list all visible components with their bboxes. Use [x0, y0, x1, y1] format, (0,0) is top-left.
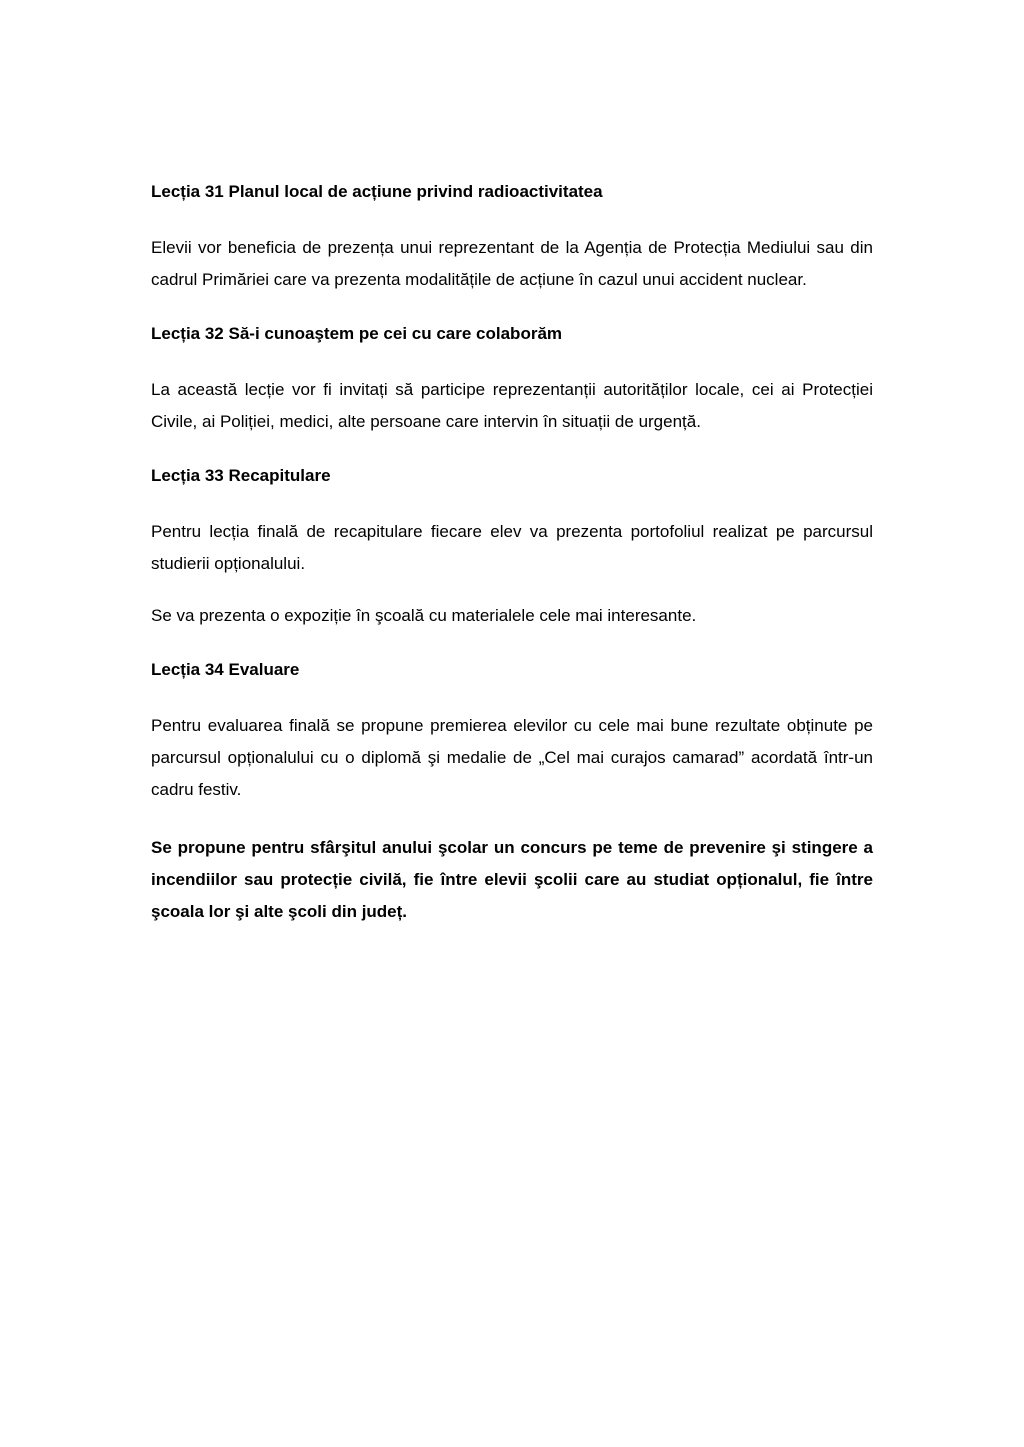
- section-paragraph: Elevii vor beneficia de prezența unui reprezentant de la Agenția de Protecția Mediului sau din cadrul Primăriei care va prezenta modalitățile de acțiune în cazul unui accident nuclear.: [151, 238, 873, 289]
- section-lesson-34: [151, 658, 873, 806]
- section-heading: Lecția 34 Evaluare: [151, 660, 300, 679]
- closing-note: Se propune pentru sfârşitul anului şcolar un concurs pe teme de prevenire şi stingere a incendiilor sau protecție civilă, fie între elevii şcolii care au studiat opționalul, fie între şcoala lor şi alte şcoli din județ.: [151, 838, 873, 921]
- section-paragraph: Pentru lecția finală de recapitulare fiecare elev va prezenta portofoliul realizat pe parcursul studierii opționalului.: [151, 522, 873, 573]
- section-paragraph: Pentru evaluarea finală se propune premierea elevilor cu cele mai bune rezultate obținute pe parcursul opționalului cu o diplomă şi medalie de „Cel mai curajos camarad” acordată într-un cadru festiv.: [151, 716, 873, 799]
- section-paragraph: Se va prezenta o expoziție în şcoală cu materialele cele mai interesante.: [151, 606, 697, 625]
- document-page: [151, 180, 873, 928]
- section-heading: Lecția 32 Să-i cunoaştem pe cei cu care colaborăm: [151, 324, 563, 343]
- section-lesson-33: [151, 464, 873, 632]
- section-paragraph: La această lecție vor fi invitați să participe reprezentanții autorităților locale, cei ai Protecției Civile, ai Poliției, medici, alte persoane care intervin în situații de urgență.: [151, 380, 873, 431]
- section-lesson-32: [151, 322, 873, 438]
- section-heading: Lecția 31 Planul local de acțiune privind radioactivitatea: [151, 182, 603, 201]
- section-heading: Lecția 33 Recapitulare: [151, 466, 331, 485]
- section-lesson-31: [151, 180, 873, 296]
